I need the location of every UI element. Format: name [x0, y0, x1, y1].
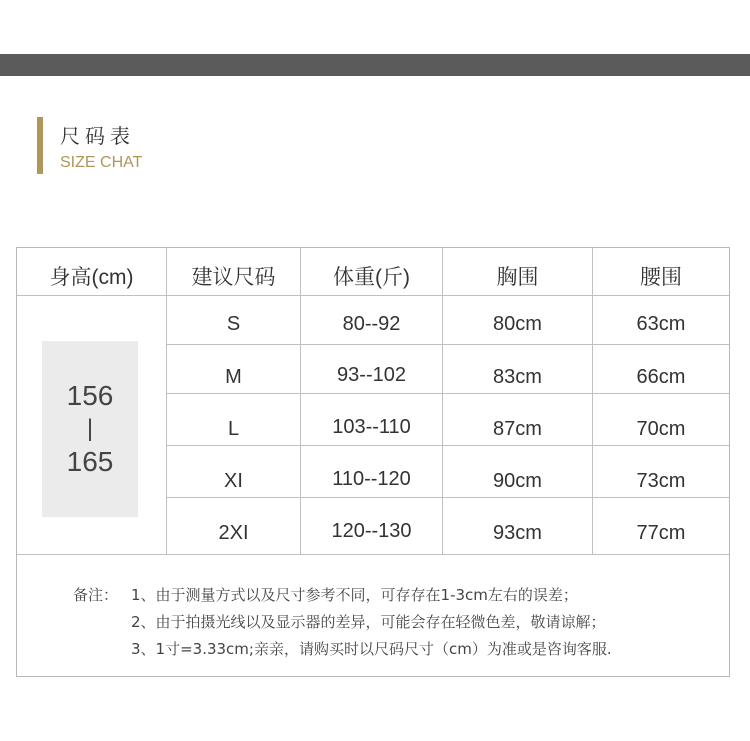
header-weight: 体重(斤): [333, 265, 410, 289]
cell-weight: 120--130: [331, 519, 412, 542]
notes-label: 备注：: [73, 586, 119, 604]
size-table: [16, 247, 730, 677]
cell-size: L: [227, 417, 240, 440]
page-subtitle: SIZE CHAT: [60, 154, 143, 171]
cell-weight: 80--92: [342, 312, 401, 335]
cell-chest: 80cm: [493, 312, 542, 335]
height-range-box: [42, 341, 138, 517]
cell-chest: 87cm: [493, 417, 542, 440]
top-gray-bar: [0, 54, 750, 76]
cell-size: 2XI: [218, 521, 249, 544]
header-size: 建议尺码: [191, 265, 276, 289]
height-from: 156: [66, 379, 114, 411]
note-line-2: 2、由于拍摄光线以及显示器的差异，可能会存在轻微色差，敬请谅解；: [131, 613, 606, 631]
cell-weight: 110--120: [332, 467, 411, 490]
cell-weight: 93--102: [337, 363, 406, 386]
header-height: 身高(cm): [49, 265, 134, 289]
cell-chest: 90cm: [493, 469, 542, 492]
cell-weight: 103--110: [332, 415, 411, 438]
height-to: 165: [66, 446, 114, 478]
title-accent-bar: [37, 117, 43, 174]
cell-waist: 70cm: [636, 417, 686, 440]
cell-waist: 77cm: [636, 521, 686, 544]
header-chest: 胸围: [496, 265, 539, 289]
cell-chest: 93cm: [493, 521, 542, 544]
note-line-1: 1、由于测量方式以及尺寸参考不同，可存存在1-3cm左右的误差；: [131, 586, 578, 604]
note-line-3: 3、1寸=3.33cm;亲亲，请购买时以尺码尺寸（cm）为准或是咨询客服.: [131, 640, 612, 658]
cell-size: XI: [224, 469, 243, 492]
height-separator: |: [86, 414, 94, 442]
cell-waist: 73cm: [636, 469, 686, 492]
cell-waist: 66cm: [636, 365, 686, 388]
header-waist: 腰围: [640, 265, 682, 289]
cell-chest: 83cm: [493, 365, 542, 388]
cell-waist: 63cm: [636, 312, 686, 335]
cell-size: S: [226, 312, 241, 335]
page-title: 尺码表: [60, 124, 135, 148]
cell-size: M: [225, 365, 242, 388]
